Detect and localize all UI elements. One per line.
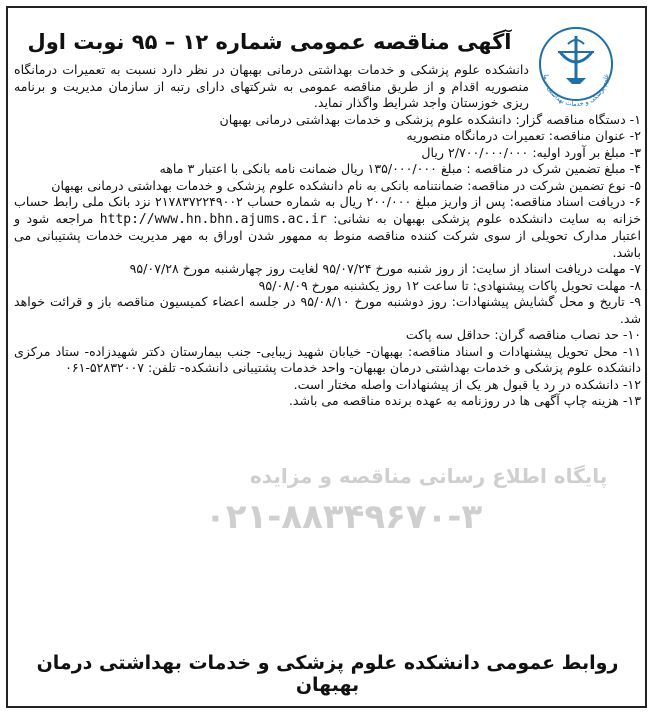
list-item: ۲- عنوان مناقصه: تعمیرات درمانگاه منصوریه: [406, 128, 641, 143]
list-item: ۱۰- حد نصاب مناقصه گران: حداقل سه پاکت: [405, 327, 641, 342]
list-item: ۱- دستگاه مناقصه گزار: دانشکده علوم پزشکی و خدمات بهداشتی درمانی بهبهان: [219, 111, 641, 127]
list-item: ۸- مهلت تحویل پاکات پیشنهادی: تا ساعت ۱۲ روز یکشنبه مورخ ۹۵/۰۸/۰۹: [258, 277, 641, 293]
list-item: ۷- مهلت دریافت اسناد از سایت: از روز شنبه مورخ ۹۵/۰۷/۲۴ لغایت روز چهارشنبه مورخ ۹۵/۰۷/۲۸: [129, 261, 641, 276]
watermark-phone: ۰۲۱-۸۸۳۴۹۶۷۰-۳: [205, 497, 483, 537]
watermark-text: پایگاه اطلاع رسانی مناقصه و مزایده: [250, 464, 608, 488]
intro-paragraph: دانشکده علوم پزشکی و خدمات بهداشتی درمانی بهبهان در نظر دارد نسبت به تعمیرات درمانگاه منصوریه اقدام و از طریق مناقصه عمومی به شرکتهای دارای رتبه از سازمان مدیریت و برنامه ریزی خوزستان واجد شرایط واگذار نماید.: [14, 62, 529, 110]
item6-text-after: مراجعه شود و اعتبار مدارک تحویلی از سوی شرکت کننده مناقصه منوط به ممهور شدن اوراق به مهر مدیریت خدمات پشتیبانی می باشد.: [14, 210, 641, 260]
item6-text-before: ۶- دریافت اسناد مناقصه: پس از واریز مبلغ ۲۰۰/۰۰۰ ریال به شماره حساب ۲۱۷۸۳۷۲۲۴۹۰۰۲ نزد بانک ملی رابط حساب خزانه به سایت دانشکده علوم پزشکی بهبهان به نشانی:: [14, 194, 642, 226]
list-item: ۱۱- محل تحویل پیشنهادات و اسناد مناقصه: بهبهان- خیابان شهید زیبایی- جنب بیمارستان دکتر شهیدزاده- ستاد مرکزی دانشکده علوم پزشکی و خدمات بهداشتی درمان بهبهان- واحد خدمات پشتیبانی دانشکده- تلفن: ۵۲۸۳۲۰۰۷-۰۶۱: [14, 343, 641, 375]
footer-signature: روابط عمومی دانشکده علوم پزشکی و خدمات بهداشتی درمان بهبهان: [36, 652, 619, 696]
website-link[interactable]: http://www.hn.bhn.ajums.ac.ir: [99, 211, 327, 227]
list-item: ۵- نوع تضمین شرکت در مناقصه: ضمانتنامه بانکی به نام دانشکده علوم پزشکی و خدمات بهداشتی درمانی بهبهان: [51, 177, 641, 193]
list-item: [14, 194, 641, 261]
list-item: ۳- مبلغ بر آورد اولیه: ۲/۷۰۰/۰۰۰/۰۰۰ ریال: [421, 144, 641, 160]
notice-body: [14, 62, 641, 410]
logo-caption: علوم پزشکی و خدمات بهداشتی درما: [541, 73, 611, 109]
list-item: ۱۳- هزینه چاپ آگهی ها در روزنامه به عهده برنده مناقصه می باشد.: [288, 393, 641, 408]
list-item: ۱۲- دانشکده در رد یا قبول هر یک از پیشنهادات واصله مختار است.: [293, 376, 641, 392]
notice-title: آگهی مناقصه عمومی شماره ۱۲ – ۹۵ نوبت اول: [27, 30, 512, 54]
list-item: ۹- تاریخ و محل گشایش پیشنهادات: روز دوشنبه مورخ ۹۵/۰۸/۱۰ در جلسه اعضاء کمیسیون مناقصه باز و قرائت خواهد شد.: [14, 294, 641, 326]
list-item: ۴- مبلغ تضمین شرک در مناقصه : مبلغ ۱۳۵/۰۰۰/۰۰۰ ریال ضمانت نامه بانکی با اعتبار ۳ ماهه: [159, 161, 641, 176]
